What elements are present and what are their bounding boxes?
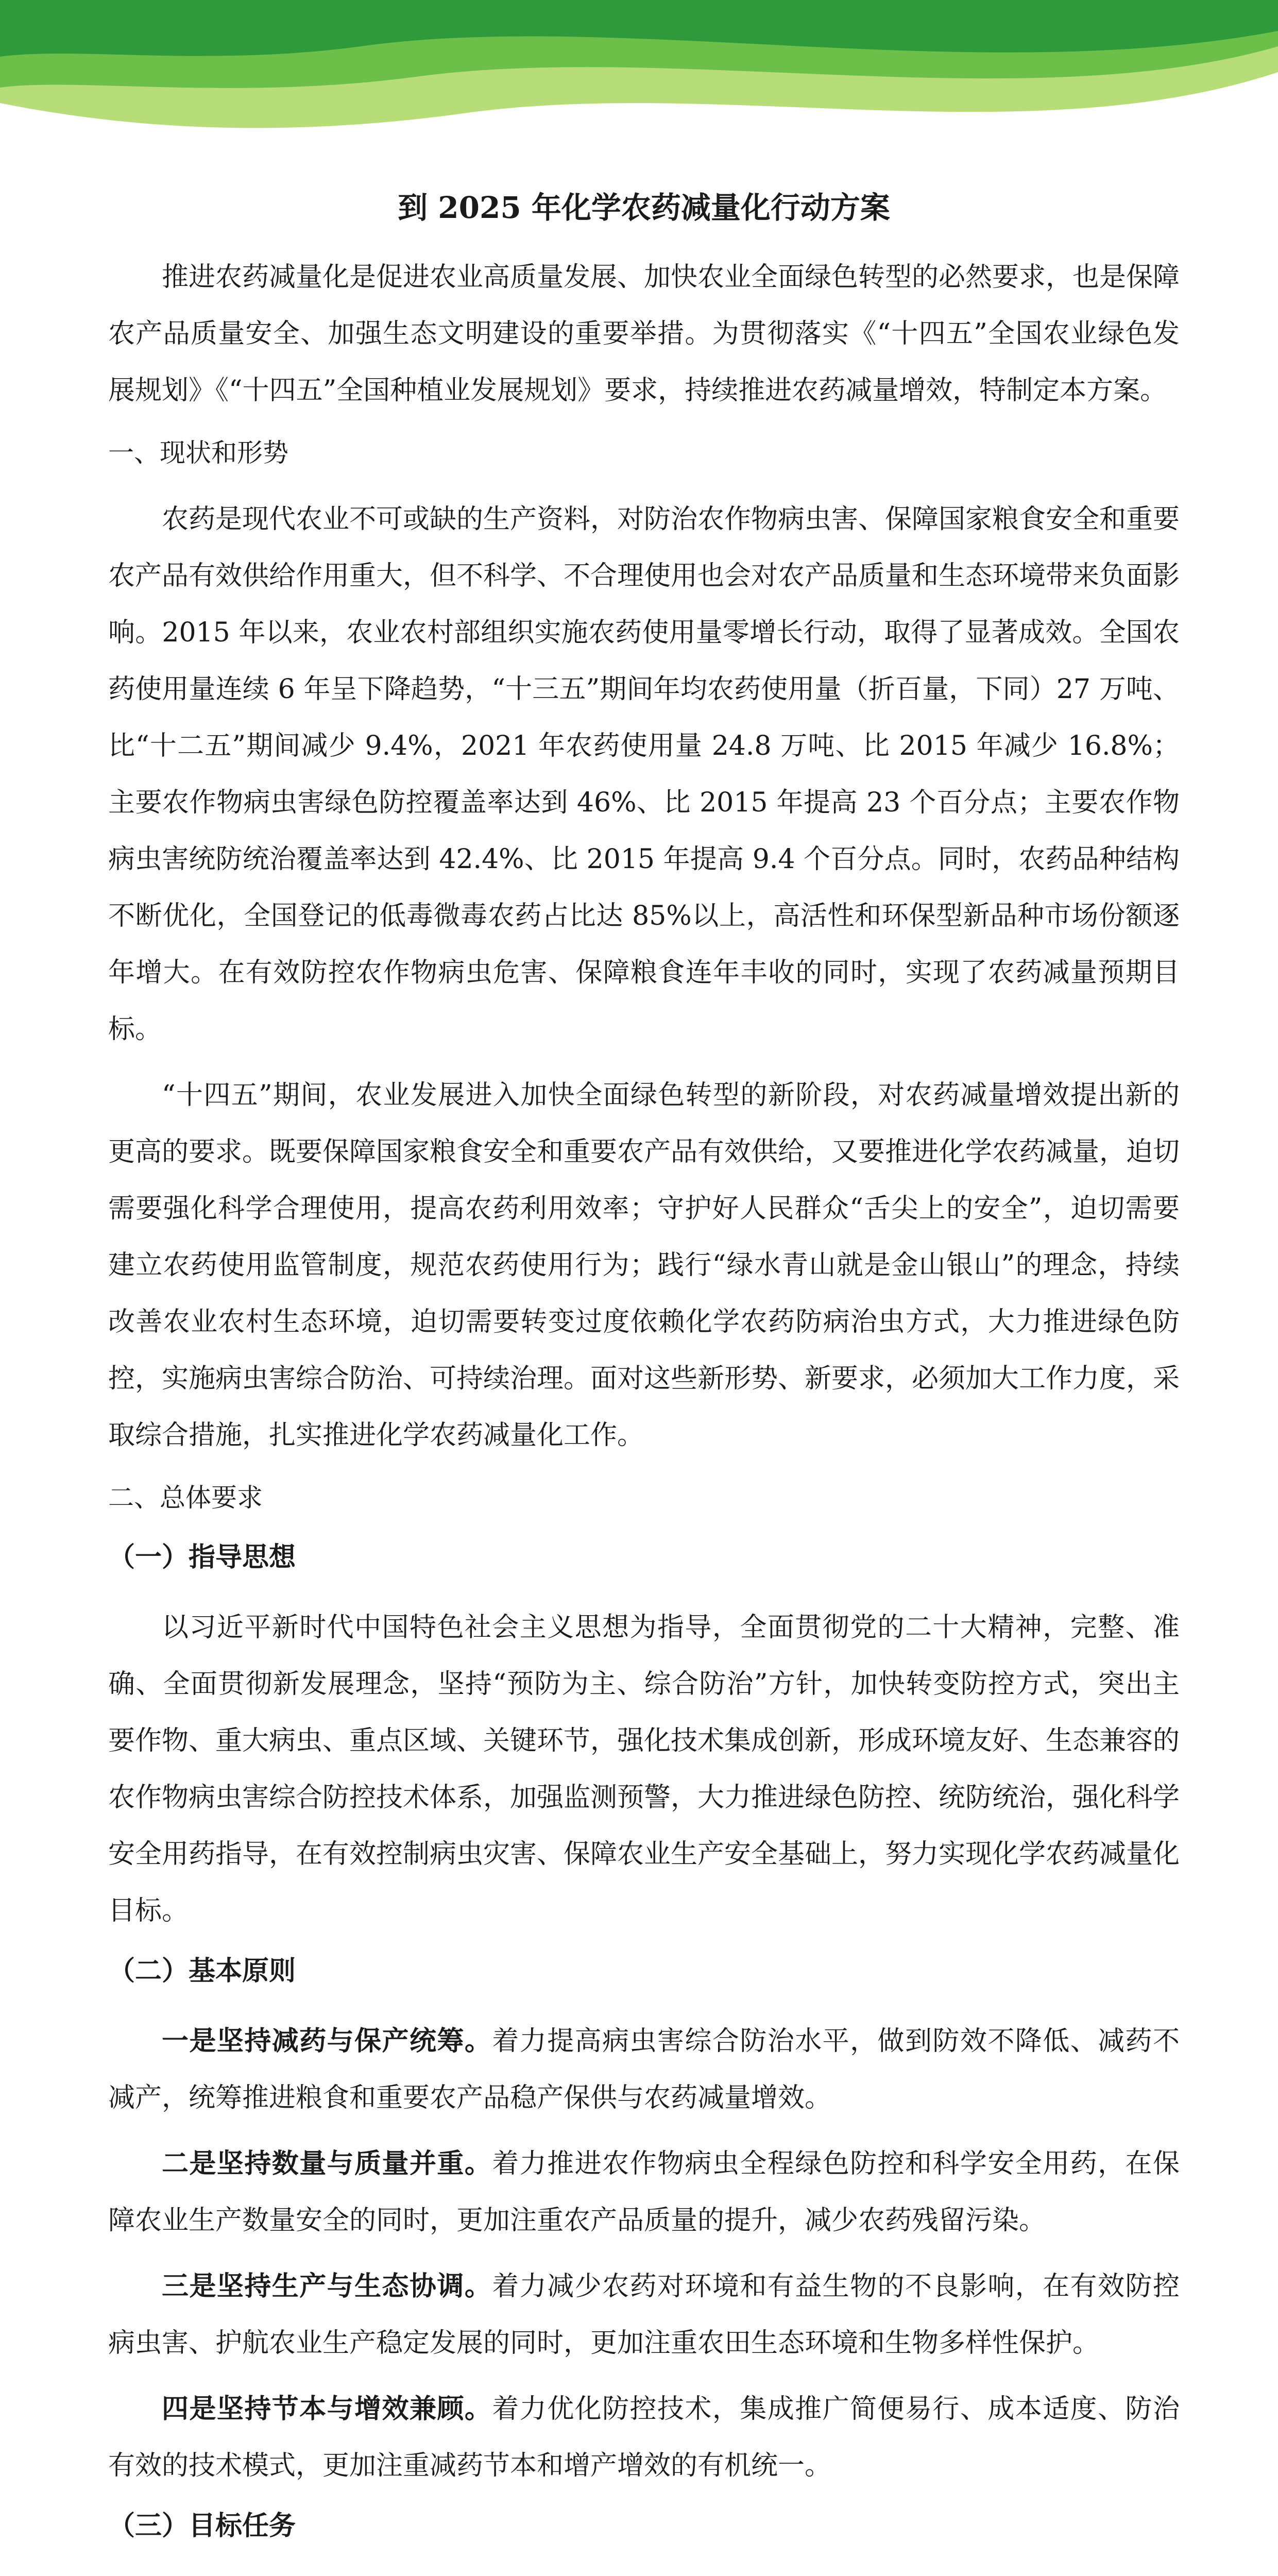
subsection-heading-guiding-thought: （一）指导思想 bbox=[108, 1541, 296, 1573]
document-body bbox=[108, 185, 1180, 2576]
guiding-thought-paragraph: 以习近平新时代中国特色社会主义思想为指导，全面贯彻党的二十大精神，完整、准确、全面贯彻新发展理念，坚持“预防为主、综合防治”方针，加快转变防控方式，突出主要作物、重大病虫、重点区域、关键环节，强化技术集成创新，形成环境友好、生态兼容的农作物病虫害综合防控技术体系，加强监测预警，大力推进绿色防控、统防统治，强化科学安全用药指导，在有效控制病虫灾害、保障农业生产安全基础上，努力实现化学农药减量化目标。 bbox=[108, 1612, 1180, 1927]
subsection-heading-principles: （二）基本原则 bbox=[108, 1955, 296, 1987]
principle-text: 着力推进农作物病虫全程绿色防控和科学安全用药，在保障农业生产数量安全的同时，更加注重农产品质量的提升，减少农药残留污染。 bbox=[108, 2148, 1180, 2236]
section-heading-status: 一、现状和形势 bbox=[108, 438, 288, 468]
principle-lead: 四是坚持节本与增效兼顾。 bbox=[162, 2393, 492, 2425]
section-heading-requirements: 二、总体要求 bbox=[108, 1483, 263, 1513]
document-title: 到 2025 年化学农药减量化行动方案 bbox=[398, 190, 890, 225]
principle-text: 着力优化防控技术，集成推广简便易行、成本适度、防治有效的技术模式，更加注重减药节本和增产增效的有机统一。 bbox=[108, 2394, 1180, 2482]
principle-paragraph bbox=[108, 2013, 1180, 2126]
header-banner bbox=[0, 0, 1278, 155]
principle-paragraph bbox=[108, 2381, 1180, 2494]
status-paragraph-2: “十四五”期间，农业发展进入加快全面绿色转型的新阶段，对农药减量增效提出新的更高的要求。既要保障国家粮食安全和重要农产品有效供给，又要推进化学农药减量，迫切需要强化科学合理使用，提高农药利用效率；守护好人民群众“舌尖上的安全”，迫切需要建立农药使用监管制度，规范农药使用行为；践行“绿水青山就是金山银山”的理念，持续改善农业农村生态环境，迫切需要转变过度依赖化学农药防病治虫方式，大力推进绿色防控，实施病虫害综合防治、可持续治理。面对这些新形势、新要求，必须加大工作力度，采取综合措施，扎实推进化学农药减量化工作。 bbox=[108, 1080, 1180, 1451]
principle-paragraph bbox=[108, 2136, 1180, 2249]
principle-lead: 二是坚持数量与质量并重。 bbox=[162, 2148, 492, 2180]
principle-text: 着力减少农药对环境和有益生物的不良影响，在有效防控病虫害、护航农业生产稳定发展的同时，更加注重农田生态环境和生物多样性保护。 bbox=[108, 2271, 1180, 2359]
principle-text: 着力提高病虫害综合防治水平，做到防效不降低、减药不减产，统筹推进粮食和重要农产品稳产保供与农药减量增效。 bbox=[108, 2026, 1180, 2114]
status-paragraph-1: 农药是现代农业不可或缺的生产资料，对防治农作物病虫害、保障国家粮食安全和重要农产品有效供给作用重大，但不科学、不合理使用也会对农产品质量和生态环境带来负面影响。2015 年以来，农业农村部组织实施农药使用量零增长行动，取得了显著成效。全国农药使用量连续 6 年呈下降趋势，“十三五”期间年均农药使用量（折百量，下同）27 万吨、比“十二五”期间减少 9.4%，2021 年农药使用量 24.8 万吨、比 2015 年减少 16.8%；主要农作物病虫害绿色防控覆盖率达到 46%、比 2015 年提高 23 个百分点；主要农作物病虫害统防统治覆盖率达到 42.4%、比 2015 年提高 9.4 个百分点。同时，农药品种结构不断优化，全国登记的低毒微毒农药占比达 85%以上，高活性和环保型新品种市场份额逐年增大。在有效防控农作物病虫危害、保障粮食连年丰收的同时，实现了农药减量预期目标。 bbox=[108, 504, 1180, 1045]
intro-paragraph: 推进农药减量化是促进农业高质量发展、加快农业全面绿色转型的必然要求，也是保障农产品质量安全、加强生态文明建设的重要举措。为贯彻落实《“十四五”全国农业绿色发展规划》《“十四五”全国种植业发展规划》要求，持续推进农药减量增效，特制定本方案。 bbox=[108, 262, 1180, 406]
principle-paragraph bbox=[108, 2258, 1180, 2371]
targets-paragraph bbox=[108, 2568, 1180, 2576]
subsection-heading-targets: （三）目标任务 bbox=[108, 2510, 296, 2542]
principle-lead: 三是坚持生产与生态协调。 bbox=[162, 2270, 492, 2302]
principle-lead: 一是坚持减药与保产统筹。 bbox=[162, 2025, 492, 2057]
